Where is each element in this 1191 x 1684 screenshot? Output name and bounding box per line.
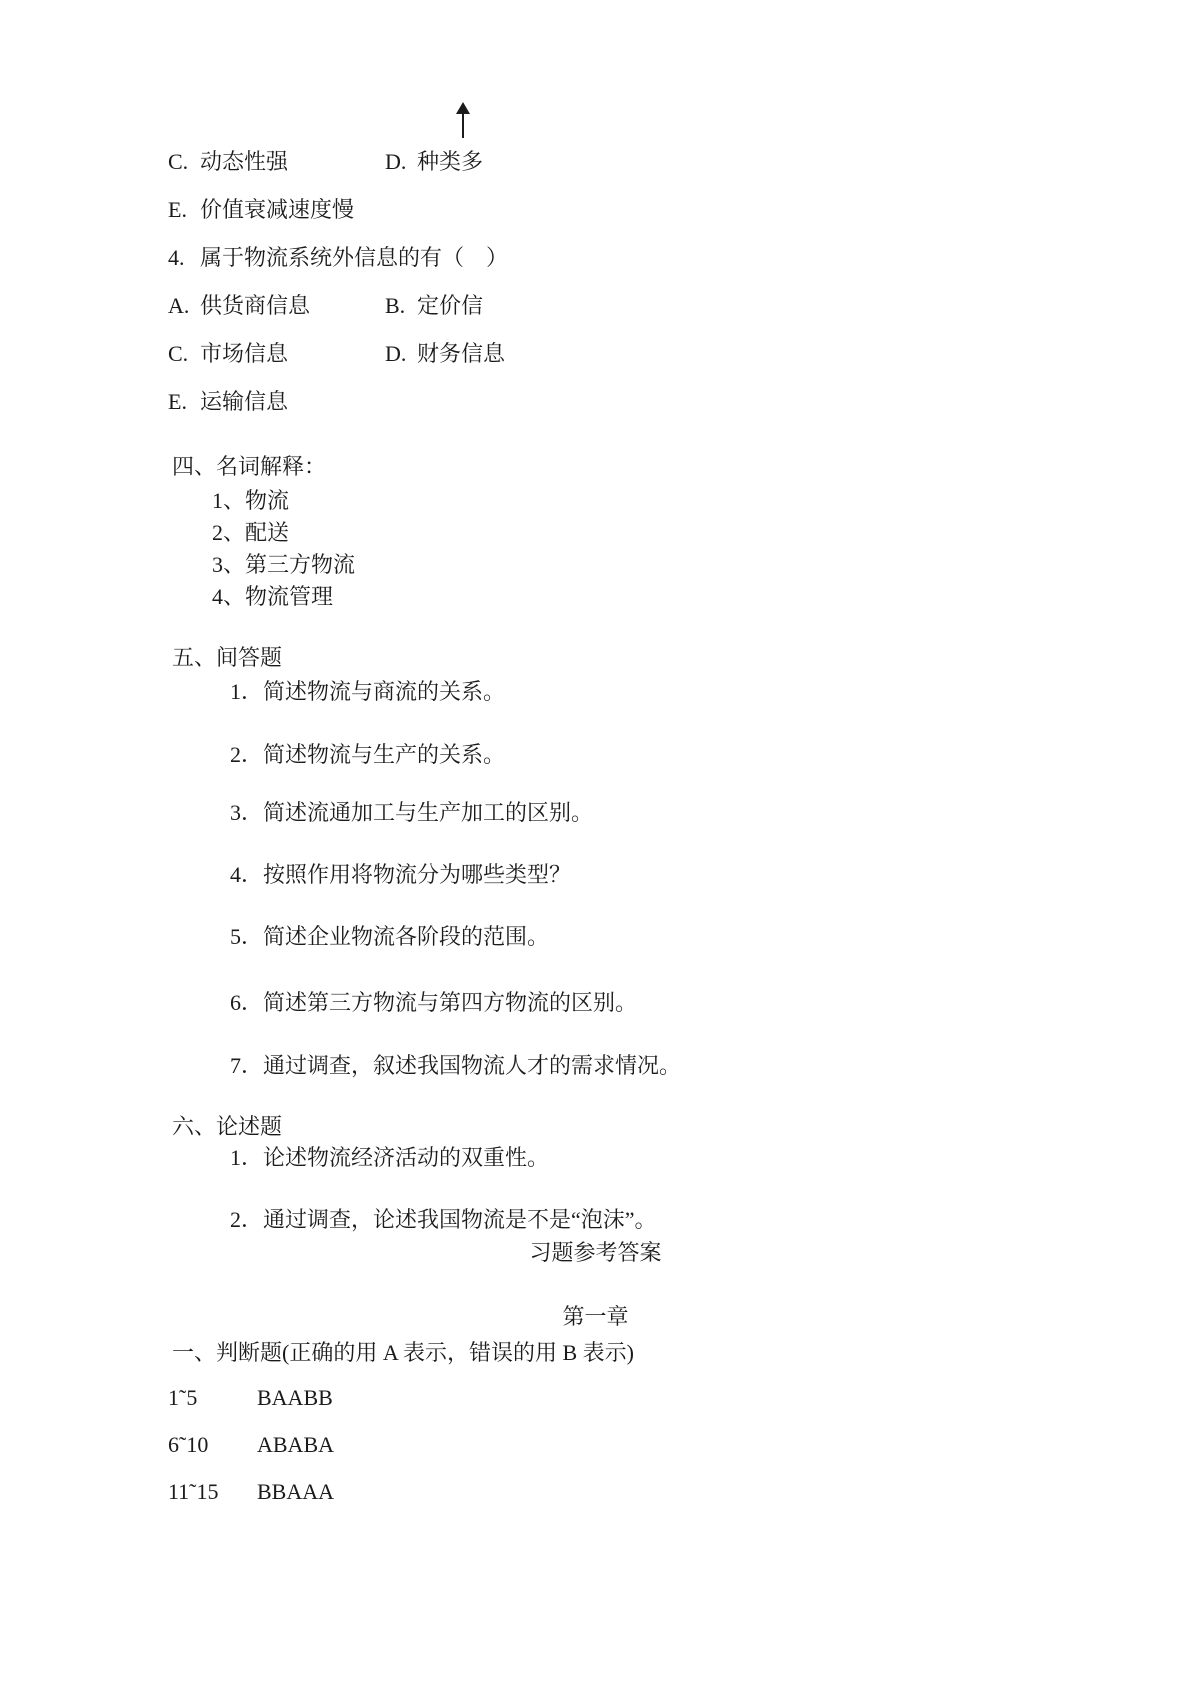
list-item: 3、第三方物流 <box>212 552 356 577</box>
option-label: A. <box>168 293 190 318</box>
option-text: 运输信息 <box>200 389 289 414</box>
option-label: E. <box>168 389 187 414</box>
list-item: 1．论述物流经济活动的双重性。 <box>230 1145 550 1170</box>
option-label: D. <box>385 149 407 174</box>
list-item: 1．简述物流与商流的关系。 <box>230 679 506 704</box>
option-row-a <box>168 293 310 319</box>
option-row-e2 <box>168 389 288 415</box>
section-title-short-answer: 五、间答题 <box>172 645 283 670</box>
list-item: 5．简述企业物流各阶段的范围。 <box>230 924 550 949</box>
up-arrow-stem <box>462 114 464 138</box>
answer-letters: BBAAA <box>257 1479 335 1504</box>
option-text: 定价信 <box>417 293 484 318</box>
answer-row <box>168 1479 334 1505</box>
judge-section-title: 一、判断题(正确的用 A 表示，错误的用 B 表示) <box>172 1340 635 1365</box>
option-label: C. <box>168 149 189 174</box>
list-item: 2．通过调查，论述我国物流是不是“泡沫”。 <box>230 1207 657 1232</box>
answer-row <box>168 1385 333 1411</box>
list-item: 4、物流管理 <box>212 584 334 609</box>
question-stem <box>168 245 508 271</box>
answer-range: 11˜15 <box>168 1479 219 1504</box>
option-text: 种类多 <box>417 149 484 174</box>
answer-letters: BAABB <box>257 1385 333 1410</box>
list-item: 6．简述第三方物流与第四方物流的区别。 <box>230 990 638 1015</box>
list-item: 1、物流 <box>212 488 290 513</box>
option-row-d2 <box>385 341 505 367</box>
option-label: B. <box>385 293 406 318</box>
answer-key-heading: 习题参考答案 <box>529 1240 662 1265</box>
list-item: 3．简述流通加工与生产加工的区别。 <box>230 800 594 825</box>
option-text: 市场信息 <box>200 341 289 366</box>
answer-range: 6˜10 <box>168 1432 209 1457</box>
answer-row <box>168 1432 334 1458</box>
option-text: 财务信息 <box>417 341 506 366</box>
option-row-b <box>385 293 483 319</box>
section-title-definitions: 四、名词解释： <box>172 454 327 479</box>
list-item: 2．简述物流与生产的关系。 <box>230 742 506 767</box>
question-number: 4. <box>168 245 185 270</box>
chapter-heading: 第一章 <box>562 1304 629 1329</box>
option-label: C. <box>168 341 189 366</box>
option-text: 供货商信息 <box>200 293 311 318</box>
question-text: 属于物流系统外信息的有（ ） <box>200 245 509 270</box>
answer-range: 1˜5 <box>168 1385 198 1410</box>
option-row-c <box>168 149 288 175</box>
option-text: 价值衰减速度慢 <box>200 197 355 222</box>
option-row-c2 <box>168 341 288 367</box>
list-item: 2、配送 <box>212 520 290 545</box>
option-row-d <box>385 149 483 175</box>
option-label: D. <box>385 341 407 366</box>
option-text: 动态性强 <box>200 149 289 174</box>
section-title-essay: 六、论述题 <box>172 1114 283 1139</box>
list-item: 7．通过调查，叙述我国物流人才的需求情况。 <box>230 1053 682 1078</box>
option-row-e <box>168 197 354 223</box>
answer-letters: ABABA <box>257 1432 335 1457</box>
option-label: E. <box>168 197 187 222</box>
up-arrow-head <box>456 102 470 114</box>
list-item: 4．按照作用将物流分为哪些类型？ <box>230 862 572 887</box>
up-arrow-icon <box>455 102 471 138</box>
